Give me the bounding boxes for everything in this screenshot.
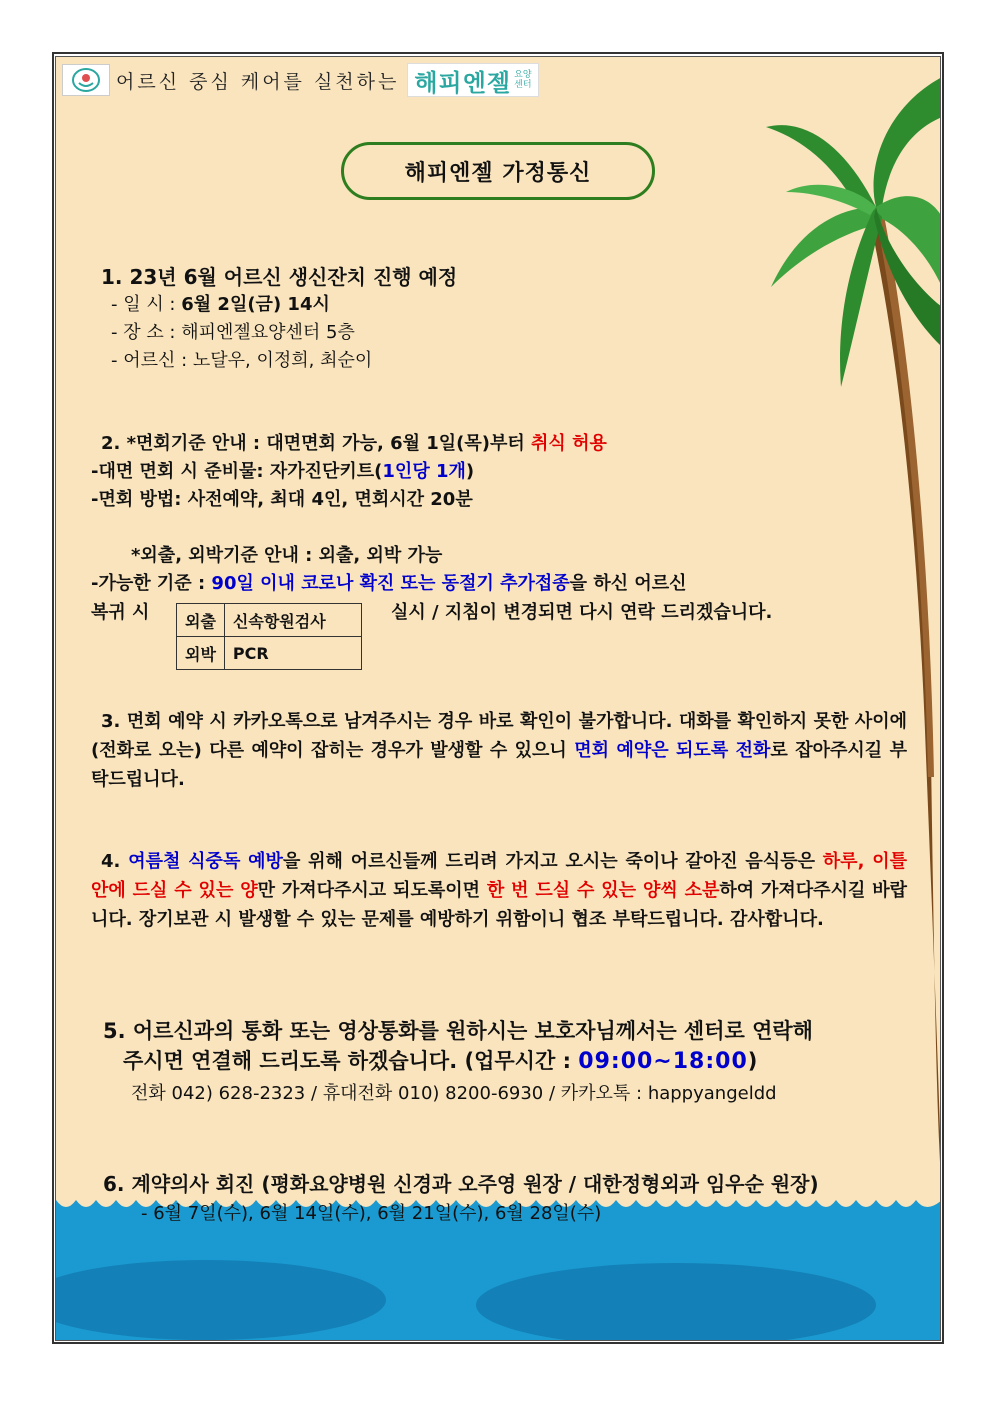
table-cell: 외박 (177, 637, 225, 670)
test-table (176, 603, 362, 670)
page-title: 해피엔젤 가정통신 (404, 160, 592, 186)
section2-criteria: -가능한 기준 : 90일 이내 코로나 확진 또는 동절기 추가접종을 하신 어르신 (91, 573, 687, 594)
table-cell: 신속항원검사 (224, 604, 361, 637)
section4-text: 4. 여름철 식중독 예방을 위해 어르신들께 드리려 가지고 오시는 죽이나 갈아진 음식등은 하루, 이틀 안에 드실 수 있는 양만 가져다주시고 되도록이면 한 번 드실 수 있는 양씩 소분하여 가져다주시길 바랍니다. 장기보관 시 발생할 수 있는 문제를 예방하기 위함이니 협조 부탁드립니다. 감사합니다. (91, 851, 908, 930)
section2-return-label: 복귀 시 (91, 602, 150, 623)
table-row (177, 604, 362, 637)
table-cell: 외출 (177, 604, 225, 637)
table-cell: PCR (224, 637, 361, 670)
table-row (177, 637, 362, 670)
section1-date: - 일 시 : 6월 2일(금) 14시 (111, 294, 330, 315)
section2-prep: -대면 면회 시 준비물: 자가진단키트(1인당 1개) (91, 461, 475, 482)
org-logo (62, 64, 110, 96)
section6-heading: 6. 계약의사 회진 (평화요양병원 신경과 오주영 원장 / 대한정형외과 임우순 원장) (103, 1172, 819, 1196)
section1-honorees: - 어르신 : 노달우, 이정희, 최순이 (111, 350, 373, 371)
section1-place: - 장 소 : 해피엔젤요양센터 5층 (111, 322, 355, 343)
section2-outing: *외출, 외박기준 안내 : 외출, 외박 가능 (131, 545, 443, 566)
section5-line2: 주시면 연결해 드리도록 하겠습니다. (업무시간 : 09:00~18:00) (123, 1049, 758, 1074)
brand-logo (407, 63, 538, 97)
contact-info: 전화 042) 628-2323 / 휴대전화 010) 8200-6930 / 카카오톡 : happyangeldd (131, 1083, 777, 1104)
section2-visit-guide: 2. *면회기준 안내 : 대면면회 가능, 6월 1일(목)부터 취식 허용 (101, 433, 607, 454)
section2-method: -면회 방법: 사전예약, 최대 4인, 면회시간 20분 (91, 489, 473, 510)
newsletter-page (55, 56, 941, 1341)
section3-text: 3. 면회 예약 시 카카오톡으로 남겨주시는 경우 바로 확인이 불가합니다. 대화를 확인하지 못한 사이에 (전화로 오는) 다른 예약이 잡히는 경우가 발생할 수 있으니 면회 예약은 되도록 전화로 잡아주시길 부탁드립니다. (91, 711, 907, 790)
slogan: 어르신 중심 케어를 실천하는 (116, 70, 400, 93)
brand-name: 해피엔젤 (414, 68, 512, 97)
section1-heading: 1. 23년 6월 어르신 생신잔치 진행 예정 (101, 265, 458, 289)
section5-line1: 5. 어르신과의 통화 또는 영상통화를 원하시는 보호자님께서는 센터로 연락해 (103, 1019, 813, 1043)
brand-sub: 요양 센터 (514, 70, 532, 90)
section2-return-tail: 실시 / 지침이 변경되면 다시 연락 드리겠습니다. (391, 602, 773, 623)
section6-dates: - 6월 7일(수), 6월 14일(수), 6월 21일(수), 6월 28일(수) (141, 1203, 602, 1224)
page-title-box (341, 142, 655, 200)
header (62, 63, 539, 97)
